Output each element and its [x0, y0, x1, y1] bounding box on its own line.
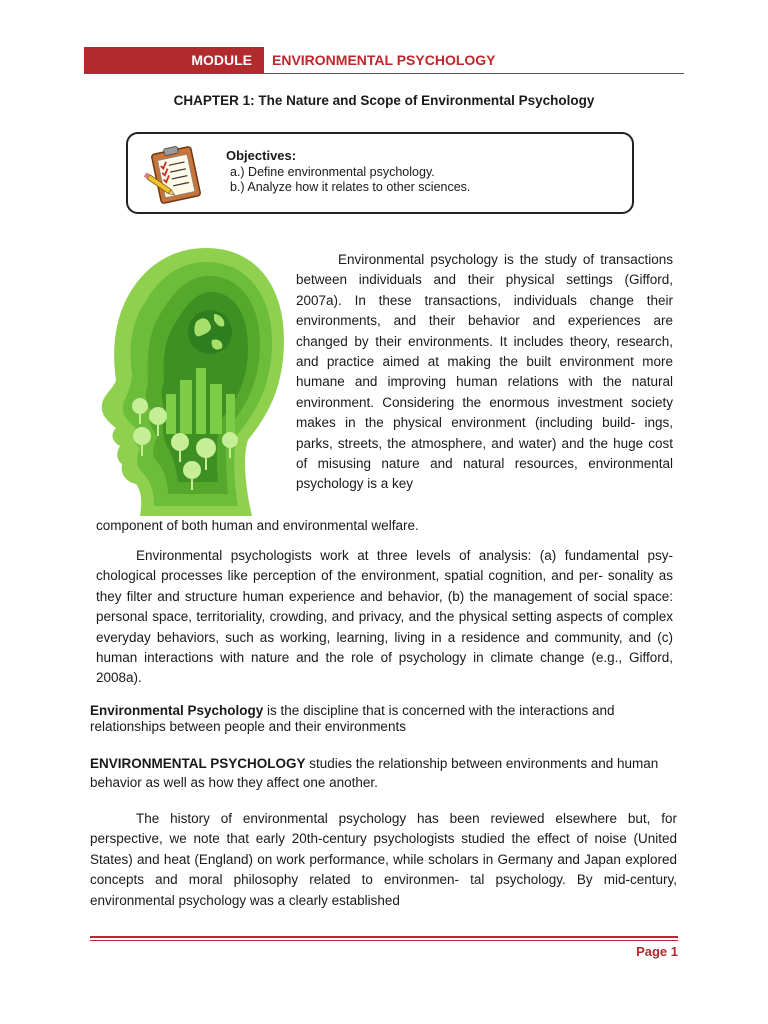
clipboard-checklist-icon — [144, 144, 210, 204]
green-head-earth-illustration — [96, 244, 286, 518]
levels-of-analysis-paragraph: Environmental psychologists work at three levels of analysis: (a) fundamental psy- chological processes like perception of the environment, spatial cognition, and per- sonality as they filter and structure human experience and behavior, (b) the management of social space: personal space, territoriality, crowding, and privacy, and the physical setting aspects of complex everyday behaviors, such as working, learning, living in a residence and community, and (c) human interactions with nature and the role of psychology in climate change (e.g., Gifford, 2008a). — [96, 548, 673, 686]
definition-term: Environmental Psychology — [90, 703, 264, 718]
footer-divider — [90, 936, 678, 938]
objective-item: b.) Analyze how it relates to other sciences. — [230, 180, 471, 194]
objectives-heading: Objectives: — [226, 148, 297, 163]
studies-text: studies the relationship between environments and human behavior as well as how they affect one another. — [90, 756, 659, 790]
chapter-title: CHAPTER 1: The Nature and Scope of Environmental Psychology — [173, 93, 595, 108]
module-title: ENVIRONMENTAL PSYCHOLOGY — [272, 52, 496, 68]
intro-paragraph-tail: component of both human and environmental welfare. — [96, 518, 419, 533]
history-paragraph: The history of environmental psychology has been reviewed elsewhere but, for perspective, we note that early 20th-century psychologists studied the effect of noise (United States) and heat (England) on work performance, while scholars in Germany and Japan explored concepts and moral philosophy related to environmen- tal psychology. By mid-century, environmental psychology was a clearly established — [90, 811, 677, 908]
page-number: Page 1 — [636, 944, 678, 959]
objectives-box — [126, 132, 634, 214]
module-header — [84, 47, 684, 75]
header-divider — [84, 73, 684, 74]
module-label: MODULE — [84, 47, 264, 73]
definition-text: is the discipline that is concerned with the interactions and relationships between people and their environments — [90, 703, 615, 734]
studies-term: ENVIRONMENTAL PSYCHOLOGY — [90, 756, 306, 771]
objective-item: a.) Define environmental psychology. — [230, 165, 435, 179]
footer-divider-thin — [90, 940, 678, 941]
intro-paragraph: Environmental psychology is the study of transactions between individuals and their physical settings (Gifford, 2007a). In these transactions, individuals change their environments, and their behavior and experiences are changed by their environments. It includes theory, research, and practice aimed at making the built environment more humane and improving human relations with the natural environment. Considering the enormous investment society makes in the physical environment (including build- ings, parks, streets, the atmosphere, and water) and the huge cost of misusing nature and natural resources, environmental psychology is a key — [296, 252, 673, 492]
definition-paragraph — [90, 703, 676, 735]
studies-paragraph — [90, 755, 676, 792]
